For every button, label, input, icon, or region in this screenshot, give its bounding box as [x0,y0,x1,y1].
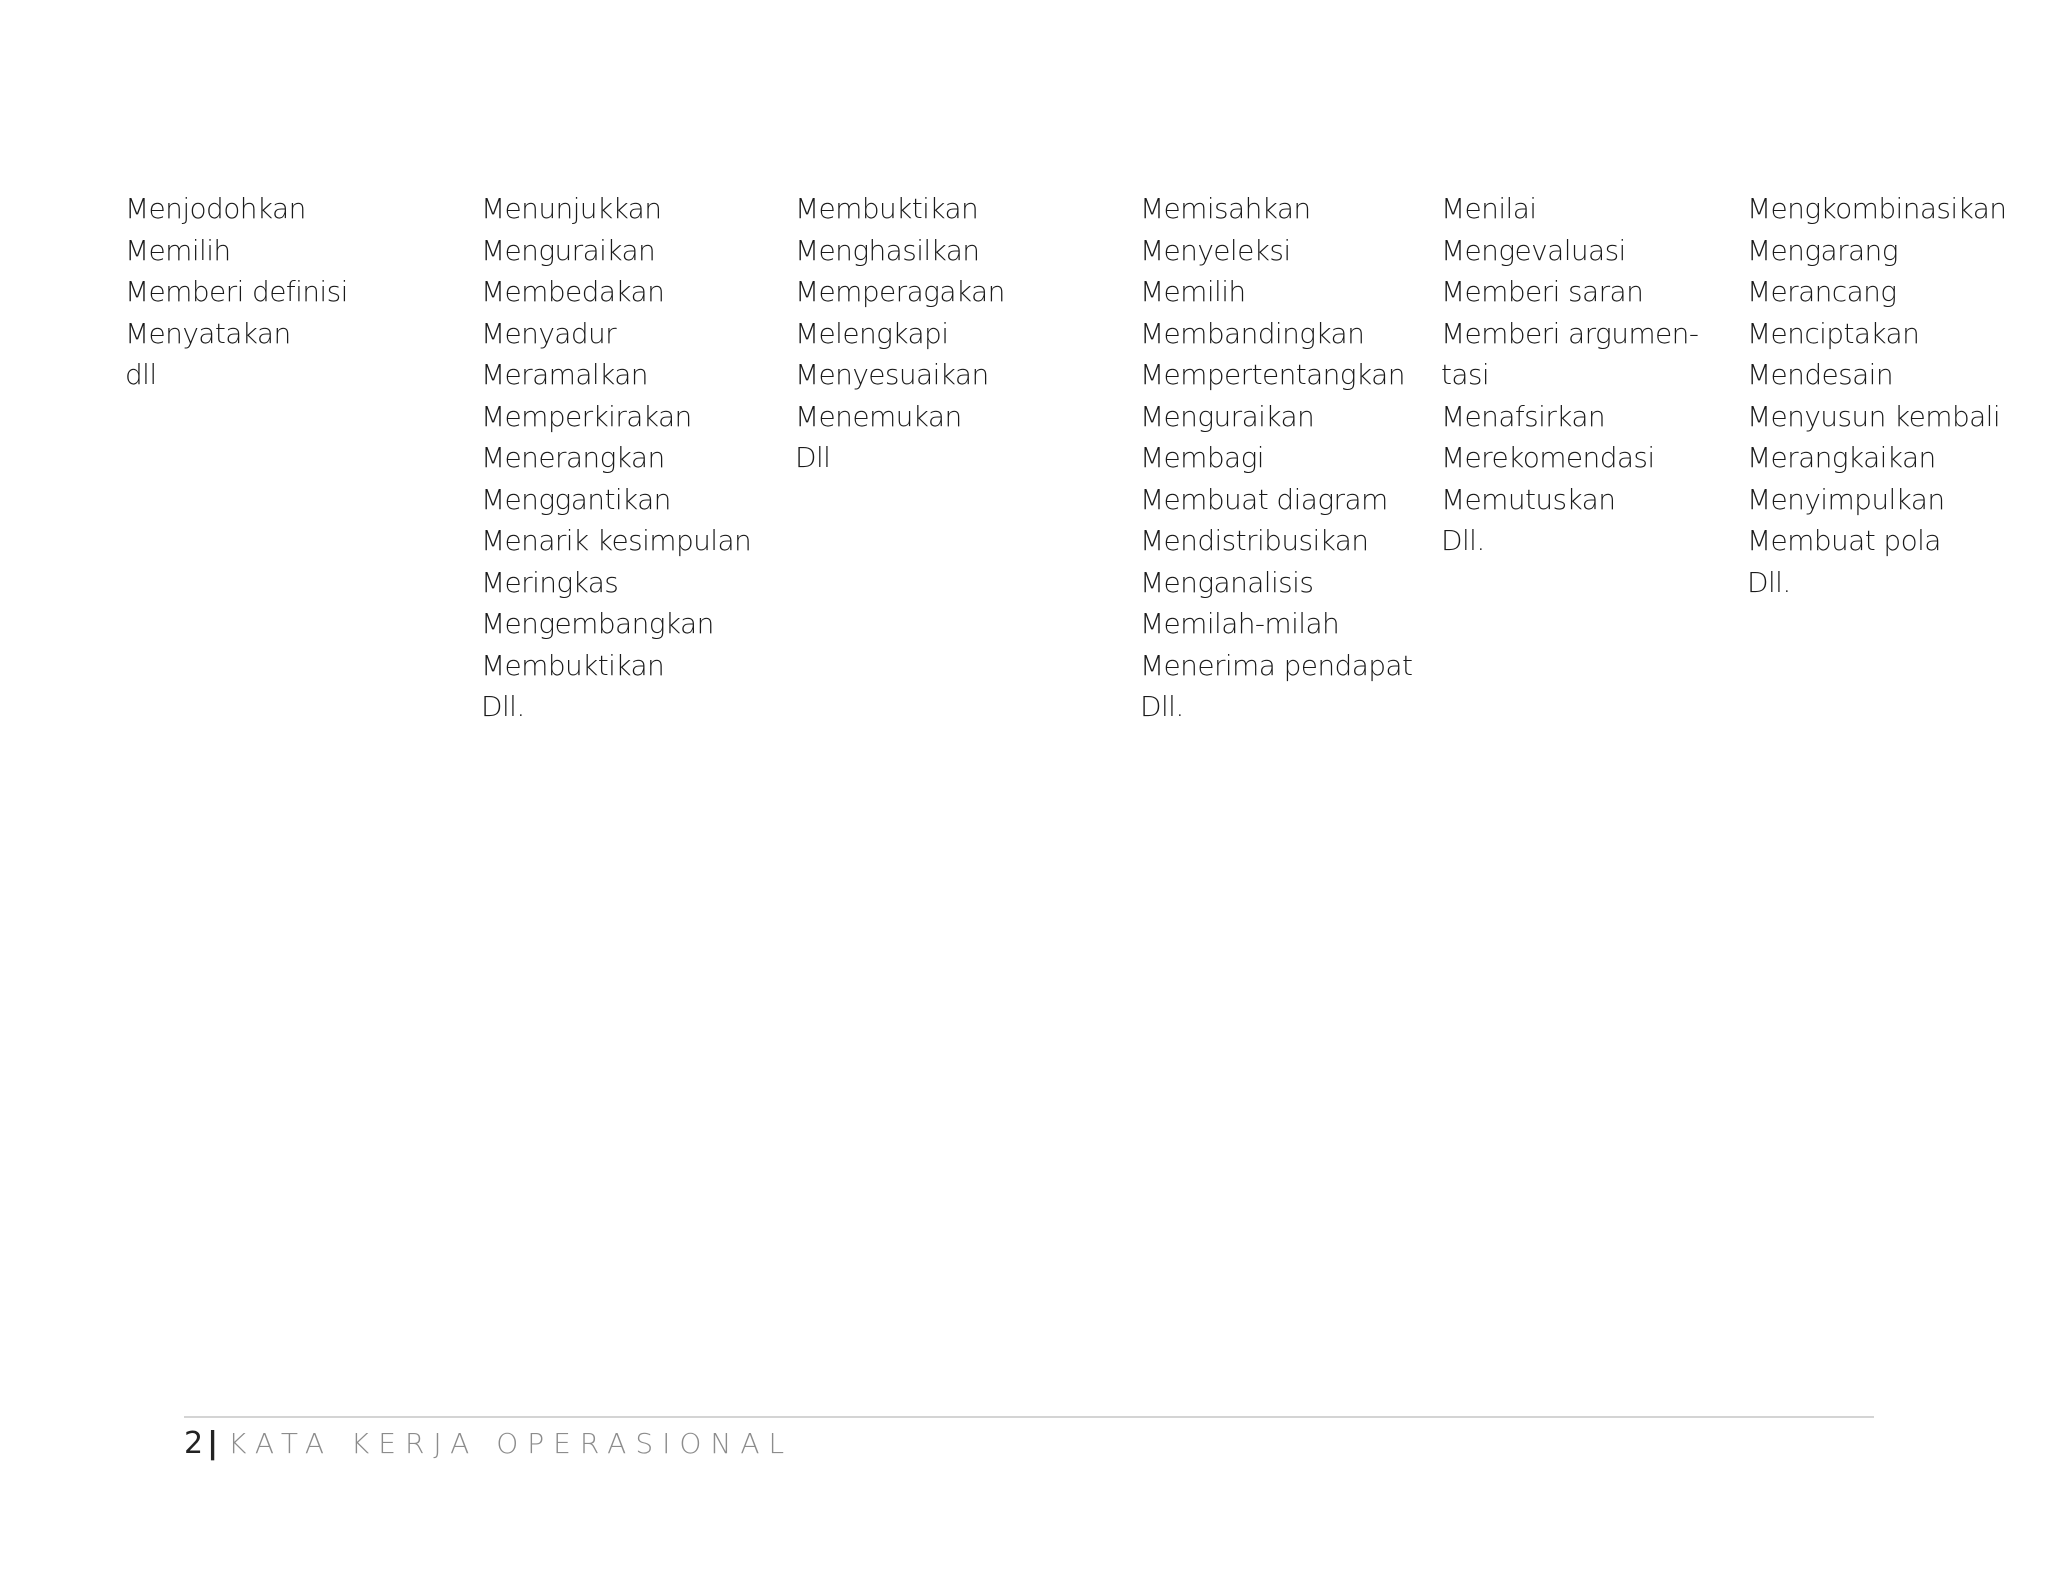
list-item: dll [125,358,157,391]
verb-column-5 [1441,188,1698,562]
list-item: Memberi argumen- [1441,316,1699,350]
list-item: Merancang [1747,275,1897,308]
list-item: Menguraikan [481,233,656,267]
list-item: Dll. [1747,565,1791,599]
list-item: Melengkapi [795,316,949,350]
list-item: Menyadur [481,316,617,350]
list-item: Membedakan [481,275,665,308]
list-item: Menyeleksi [1140,233,1291,267]
list-item: Memperagakan [795,275,1005,308]
verb-column-1 [125,188,348,396]
list-item: Membuat pola [1747,524,1941,557]
list-item: Memberi saran [1441,275,1644,308]
verb-column-4 [1140,188,1412,728]
list-item: Menerangkan [481,441,665,474]
list-item: Menafsirkan [1441,399,1606,433]
page-number: 2 [184,1425,204,1461]
list-item: Dll. [1140,690,1184,723]
list-item: Merangkaikan [1747,441,1936,474]
list-item: Menunjukkan [481,192,662,225]
list-item: Mengembangkan [481,607,714,640]
list-item: Memilih [125,233,231,267]
list-item: Menjodohkan [125,192,306,225]
list-item: Mengarang [1747,233,1898,267]
list-item: Memperkirakan [481,399,692,433]
list-item: Membuat diagram [1140,482,1388,516]
list-item: Menguraikan [1140,399,1315,433]
list-item: Menganalisis [1140,565,1314,599]
list-item: Meringkas [481,565,619,599]
list-item: Mendistribusikan [1140,524,1369,557]
verb-column-6 [1747,188,2006,603]
footer-divider [184,1416,1874,1418]
list-item: Menyimpulkan [1747,482,1945,516]
list-item: Menghasilkan [795,233,980,267]
list-item: Mengevaluasi [1441,233,1626,267]
list-item: Menerima pendapat [1140,648,1413,682]
list-item: Memisahkan [1140,192,1311,225]
list-item: Memutuskan [1441,482,1616,516]
list-item: Dll. [481,690,525,723]
list-item: Membuktikan [481,648,665,682]
list-item: Menemukan [795,399,962,433]
list-item: Membandingkan [1140,316,1365,350]
list-item: Meramalkan [481,358,648,391]
footer-title: KATA KERJA OPERASIONAL [228,1426,794,1460]
list-item: Menyusun kembali [1747,399,2001,433]
verb-column-3 [795,188,1005,479]
verb-column-2 [481,188,751,728]
list-item: Menciptakan [1747,316,1920,350]
list-item: Menggantikan [481,482,671,516]
list-item: Menarik kesimpulan [481,524,752,557]
list-item: Dll. [1441,524,1485,557]
list-item: Mempertentangkan [1140,358,1405,391]
list-item: Mengkombinasikan [1747,192,2007,225]
list-item: Memberi definisi [125,275,348,308]
list-item: Memilih [1140,275,1246,308]
list-item: Menilai [1441,192,1537,225]
page-footer [184,1423,793,1463]
list-item: tasi [1441,358,1490,391]
list-item: Mendesain [1747,358,1894,391]
list-item: Membuktikan [795,192,979,225]
list-item: Merekomendasi [1441,441,1655,474]
list-item: Membagi [1140,441,1264,474]
footer-separator: | [207,1425,219,1461]
list-item: Menyesuaikan [795,358,989,391]
list-item: Dll [795,441,831,474]
list-item: Memilah-milah [1140,607,1340,640]
list-item: Menyatakan [125,316,291,350]
